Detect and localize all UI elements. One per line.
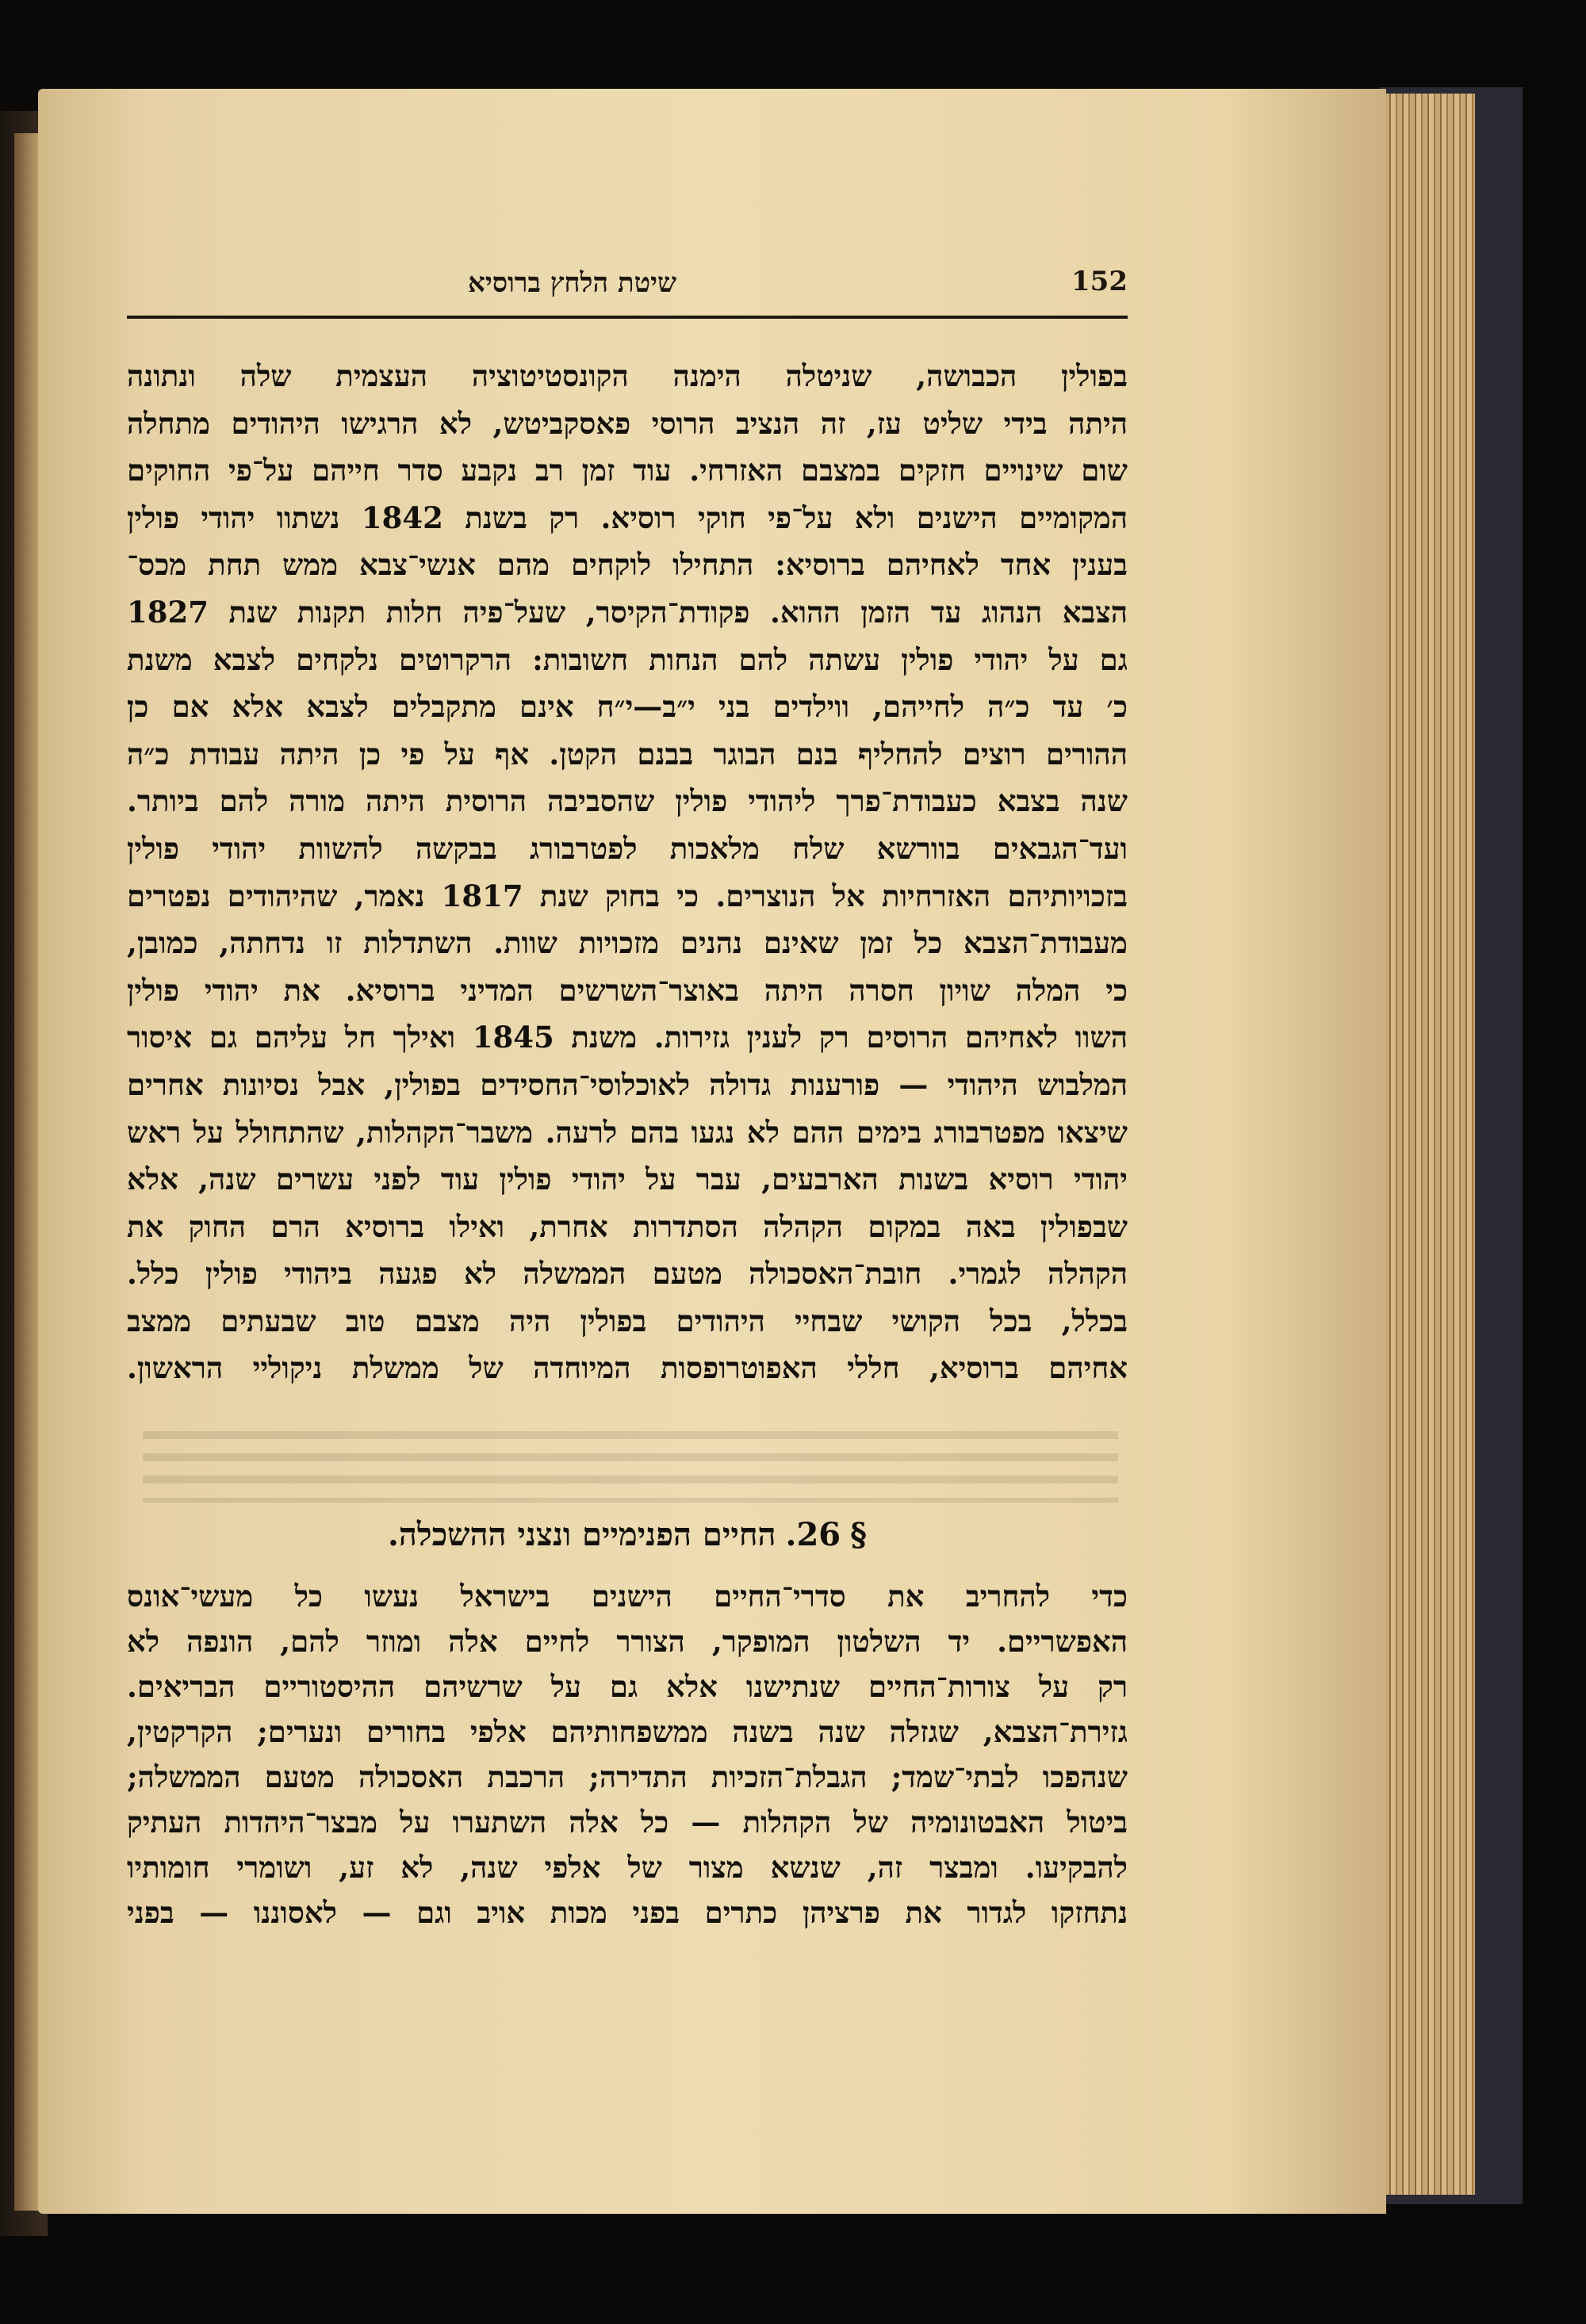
text-line: הצבא הנהוג עד הזמן ההוא. פקודת־הקיסר, שעל־פיה חלות תקנות שנת 1827 [127,594,1128,630]
text-line: שנהפכו לבתי־שמד; הגבלת־הזכיות התדירה; הרכבת האסכולה מטעם הממשלה; [127,1759,1128,1794]
text-line: יהודי רוסיא בשנות הארבעים, עבר על יהודי פולין עוד לפני עשרים שנה, אלא [127,1162,1128,1197]
text-line: הקהלה לגמרי. חובת־האסכולה מטעם הממשלה לא פגעה ביהודי פולין כלל. [127,1256,1128,1292]
text-line: בענין אחד לאחיהם ברוסיא: התחילו לוקחים מהם אנשי־צבא ממש תחת מכס־ [127,547,1128,583]
text-line: גזירת־הצבא, שגזלה שנה בשנה ממשפחותיהם אלפי בחורים ונערים; הקרקטין, [127,1714,1128,1749]
paragraph-block-2 [127,1574,1128,2018]
show-through-text [143,1431,1118,1503]
page-number: 152 [1071,266,1128,297]
section-heading [127,1516,1128,1564]
text-line: ביטול האבטונומיה של הקהלות — כל אלה השתערו על מבצר־היהדות העתיק [127,1805,1128,1840]
text-line: כי המלה שויון חסרה היתה באוצר־השרשים המדיני ברוסיא. את יהודי פולין [127,972,1128,1008]
text-line: בכלל, בכל הקושי שבחיי היהודים בפולין היה מצבם טוב שבעתים ממצב [127,1303,1128,1338]
paragraph-block-1 [127,353,1128,1415]
text-line: אחיהם ברוסיא, חללי האפוטרופסות המיוחדה של ממשלת ניקוליי הראשון. [127,1350,1128,1386]
text-line: היתה בידי שליט עז, זה הנציב הרוסי פאסקביטש, לא הרגישו היהודים מתחלה [127,405,1128,441]
text-line: השוו לאחיהם הרוסים רק לענין גזירות. משנת 1845 ואילך חל עליהם גם איסור [127,1020,1128,1055]
text-line: שנה בצבא כעבודת־פרך ליהודי פולין שהסביבה הרוסית היתה מורה להם ביותר. [127,783,1128,819]
text-line: כדי להחריב את סדרי־החיים הישנים בישראל נעשו כל מעשי־אונס [127,1579,1128,1614]
text-line: ועד־הגבאים בוורשא שלח מלאכות לפטרבורג בבקשה להשוות יהודי פולין [127,830,1128,866]
text-line: רק על צורות־החיים שנתישנו אלא גם על שרשיהם ההיסטוריים הבריאים. [127,1669,1128,1704]
text-line: כ׳ עד כ״ה לחייהם, ווילדים בני י״ב—י״ח אינם מתקבלים לצבא אלא אם כן [127,689,1128,725]
text-line: המקומיים הישנים ולא על־פי חוקי רוסיא. רק בשנת 1842 נשתוו יהודי פולין [127,500,1128,535]
text-line: גם על יהודי פולין עשתה להם הנחות חשובות: הרקרוטים נלקחים לצבא משנת [127,641,1128,677]
text-line: להבקיעו. ומבצר זה, שנשא מצור של אלפי שנה, לא זע, ושומרי חומותיו [127,1850,1128,1885]
text-line: שום שינויים חזקים במצבם האזרחי. עוד זמן רב נקבע סדר חייהם על־פי החוקים [127,453,1128,488]
text-line: נתחזקו לגדור את פרציהן כתרים בפני מכות אויב וגם — לאסוננו — בפני [127,1895,1128,1930]
running-head-title: שיטת הלחץ ברוסיא [468,267,677,299]
section-symbol: § [850,1516,868,1553]
page-edges-stack [1372,94,1475,2195]
header-rule [127,316,1128,319]
text-line: האפשריים. יד השלטון המופקר, הצורר לחיים אלה ומוזר להם, הונפה לא [127,1624,1128,1659]
text-line: שבפולין באה במקום הקהלה הסתדרות אחרת, ואילו ברוסיא הרם החוק את [127,1208,1128,1244]
text-line: מעבודת־הצבא כל זמן שאינם נהנים מזכויות שוות. השתדלות זו נדחתה, כמובן, [127,925,1128,961]
text-line: המלבוש היהודי — פורענות גדולה לאוכלוסי־החסידים בפולין, אבל נסיונות אחרים [127,1066,1128,1102]
running-head [127,266,1128,315]
section-title: החיים הפנימיים ונצני ההשכלה. [387,1516,776,1553]
text-line: שיצאו מפטרבורג בימים ההם לא נגעו בהם לרעה. משבר־הקהלות, שהתחולל על ראש [127,1114,1128,1150]
section-number: 26. [785,1516,841,1553]
text-line: בזכויותיהם האזרחיות אל הנוצרים. כי בחוק שנת 1817 נאמר, שהיהודים נפטרים [127,878,1128,913]
text-line: בפולין הכבושה, שניטלה הימנה הקונסטיטוציה העצמית שלה ונתונה [127,358,1128,393]
text-line: ההורים רוצים להחליף בנם הבוגר בבנם הקטן. אף על פי כן היתה עבודת כ״ה [127,736,1128,771]
